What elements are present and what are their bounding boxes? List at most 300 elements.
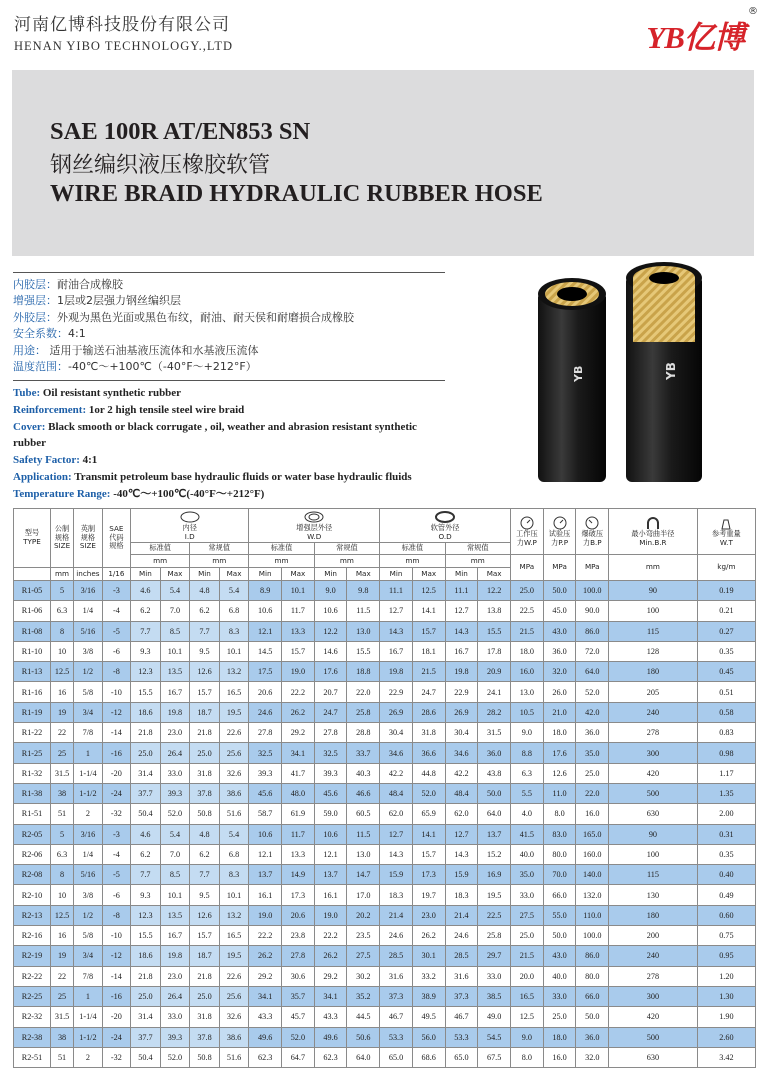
table-cell: R1-19 (14, 702, 51, 722)
table-cell: 36.0 (478, 743, 511, 763)
table-cell: 33.0 (543, 986, 576, 1006)
table-cell: 200 (609, 926, 698, 946)
table-cell: 26.0 (543, 682, 576, 702)
table-cell: R1-05 (14, 581, 51, 601)
table-cell: 46.7 (445, 1007, 478, 1027)
th-max: Max (347, 568, 380, 581)
table-cell: 9.5 (190, 641, 220, 661)
spec-value: -40℃～+100℃(-40°F～+212°F) (113, 487, 265, 500)
table-cell: 1.20 (697, 966, 755, 986)
table-cell: 62.0 (445, 804, 478, 824)
table-cell: 37.8 (190, 783, 220, 803)
th-unit: mm (50, 568, 73, 581)
table-cell: 6.2 (131, 601, 161, 621)
th-reg: 常规值 (445, 543, 510, 555)
table-cell: -32 (102, 804, 130, 824)
table-cell: 20.9 (478, 662, 511, 682)
th-od (380, 509, 511, 543)
th-max: Max (219, 568, 249, 581)
table-row (14, 966, 756, 986)
table-row (14, 946, 756, 966)
th-unit: mm (609, 555, 698, 581)
table-cell: 33.0 (511, 885, 544, 905)
table-cell: 66.0 (576, 986, 609, 1006)
table-cell: 278 (609, 723, 698, 743)
gauge-icon (553, 516, 567, 530)
table-cell: 45.7 (282, 1007, 315, 1027)
table-cell: 29.2 (282, 723, 315, 743)
table-cell: 27.5 (347, 946, 380, 966)
table-cell: 48.4 (380, 783, 413, 803)
table-cell: 4.0 (511, 804, 544, 824)
table-cell: -6 (102, 885, 130, 905)
table-cell: 100 (609, 844, 698, 864)
table-cell: 37.7 (131, 783, 161, 803)
table-cell: 15.5 (131, 682, 161, 702)
table-cell: 11.7 (282, 824, 315, 844)
table-cell: 34.1 (249, 986, 282, 1006)
table-cell: 1/2 (74, 905, 102, 925)
hose-right (626, 262, 702, 482)
table-cell: 13.3 (282, 621, 315, 641)
table-cell: 25.6 (219, 986, 249, 1006)
th-bp (576, 509, 609, 555)
table-cell: 14.5 (249, 641, 282, 661)
table-cell: 21.8 (190, 966, 220, 986)
spec-line (13, 326, 445, 342)
th-reg: 常规值 (190, 543, 249, 555)
table-cell: 25.6 (219, 743, 249, 763)
table-cell: 34.1 (282, 743, 315, 763)
th-label: 参考重量 W.T (711, 529, 741, 547)
table-cell: 28.5 (380, 946, 413, 966)
table-cell: 16 (50, 682, 73, 702)
table-cell: 6.2 (131, 844, 161, 864)
table-cell: 13.0 (511, 682, 544, 702)
th-unit: kg/m (697, 555, 755, 581)
table-cell: 40.0 (543, 966, 576, 986)
table-cell: 52.0 (160, 1047, 190, 1067)
table-cell: 5.4 (219, 581, 249, 601)
table-cell: 33.0 (160, 1007, 190, 1027)
table-row (14, 1027, 756, 1047)
th-unit: MPa (543, 555, 576, 581)
table-cell: 15.5 (347, 641, 380, 661)
table-cell: 10.6 (249, 824, 282, 844)
table-row (14, 682, 756, 702)
table-cell: 50.8 (190, 1047, 220, 1067)
table-cell: 24.6 (445, 926, 478, 946)
table-cell: 7.7 (131, 621, 161, 641)
spec-value: Black smooth or black corrugate , oil, weather and abrasion resistant synthetic rubber (13, 420, 417, 450)
table-cell: 21.4 (445, 905, 478, 925)
table-cell: 25.0 (543, 1007, 576, 1027)
table-cell: 83.0 (543, 824, 576, 844)
table-cell: 10 (50, 641, 73, 661)
table-cell: 27.8 (314, 723, 347, 743)
table-cell: 31.6 (380, 966, 413, 986)
table-cell: 16.1 (314, 885, 347, 905)
table-cell: 64.7 (282, 1047, 315, 1067)
table-cell: 17.3 (412, 865, 445, 885)
table-cell: 3/4 (74, 946, 102, 966)
table-cell: 205 (609, 682, 698, 702)
table-cell: -6 (102, 641, 130, 661)
th-unit: mm (190, 555, 249, 568)
table-cell: 48.4 (445, 783, 478, 803)
table-cell: 18.8 (347, 662, 380, 682)
table-cell: 12.5 (412, 581, 445, 601)
spec-line (13, 310, 445, 326)
table-cell: 110.0 (576, 905, 609, 925)
table-cell: 66.0 (543, 885, 576, 905)
table-cell: 1.90 (697, 1007, 755, 1027)
table-cell: 42.2 (445, 763, 478, 783)
th-mbr (609, 509, 698, 555)
th-min: Min (380, 568, 413, 581)
table-cell: 165.0 (576, 824, 609, 844)
th-label: 工作压 力W.P (516, 529, 538, 547)
table-cell: 4.6 (131, 581, 161, 601)
table-cell: 53.3 (445, 1027, 478, 1047)
table-cell: 28.6 (412, 702, 445, 722)
table-cell: 31.5 (50, 763, 73, 783)
table-row (14, 804, 756, 824)
table-cell: 15.7 (190, 682, 220, 702)
table-cell: 9.0 (314, 581, 347, 601)
table-cell: 21.8 (131, 723, 161, 743)
table-cell: 56.0 (412, 1027, 445, 1047)
ring-icon (179, 510, 201, 524)
table-cell: 65.9 (412, 804, 445, 824)
table-row (14, 743, 756, 763)
table-cell: 51 (50, 1047, 73, 1067)
table-cell: 18.0 (543, 1027, 576, 1047)
table-cell: 2 (74, 804, 102, 824)
table-cell: 35.0 (511, 865, 544, 885)
table-cell: 6.3 (50, 601, 73, 621)
table-cell: 16.5 (219, 926, 249, 946)
table-cell: 17.0 (347, 885, 380, 905)
table-row (14, 1007, 756, 1027)
table-cell: 6.3 (50, 844, 73, 864)
spec-value: 4:1 (68, 327, 86, 341)
table-cell: 19.5 (219, 946, 249, 966)
table-cell: 17.5 (249, 662, 282, 682)
table-cell: 19.5 (219, 702, 249, 722)
table-cell: 3/8 (74, 641, 102, 661)
table-cell: 51.6 (219, 1047, 249, 1067)
table-cell: 15.7 (412, 844, 445, 864)
table-cell: 8.3 (219, 865, 249, 885)
th-pp (543, 509, 576, 555)
table-cell: R1-13 (14, 662, 51, 682)
table-cell: 50.0 (478, 783, 511, 803)
table-cell: 50.0 (543, 581, 576, 601)
table-cell: -12 (102, 946, 130, 966)
table-cell: 52.0 (576, 682, 609, 702)
table-row (14, 865, 756, 885)
table-cell: 500 (609, 783, 698, 803)
table-cell: 67.5 (478, 1047, 511, 1067)
table-cell: 33.0 (478, 966, 511, 986)
table-cell: 18.6 (131, 702, 161, 722)
table-cell: 24.1 (478, 682, 511, 702)
table-cell: 21.5 (511, 946, 544, 966)
table-cell: 1.30 (697, 986, 755, 1006)
table-cell: 5/16 (74, 865, 102, 885)
table-cell: 10.1 (282, 581, 315, 601)
table-cell: 20.6 (249, 682, 282, 702)
table-cell: 10.1 (219, 641, 249, 661)
table-cell: 13.7 (314, 865, 347, 885)
table-cell: 68.6 (412, 1047, 445, 1067)
table-cell: 23.5 (347, 926, 380, 946)
table-cell: R2-38 (14, 1027, 51, 1047)
table-cell: 22.2 (282, 682, 315, 702)
table-cell: 17.6 (314, 662, 347, 682)
table-cell: 420 (609, 1007, 698, 1027)
th-label: 公制 规格 SIZE (53, 524, 71, 551)
table-cell: 160.0 (576, 844, 609, 864)
table-cell: 6.8 (219, 601, 249, 621)
table-cell: 240 (609, 946, 698, 966)
table-cell: -8 (102, 905, 130, 925)
th-std: 标准值 (249, 543, 314, 555)
table-cell: 25.0 (131, 986, 161, 1006)
table-cell: 32.6 (219, 763, 249, 783)
table-cell: 43.3 (314, 1007, 347, 1027)
th-min: Min (314, 568, 347, 581)
table-cell: 21.4 (380, 905, 413, 925)
table-cell: 500 (609, 1027, 698, 1047)
table-cell: 22.2 (314, 926, 347, 946)
title-standard: SAE 100R AT/EN853 SN (50, 118, 311, 145)
table-cell: 130 (609, 885, 698, 905)
table-cell: 5.4 (219, 824, 249, 844)
table-cell: 32.5 (249, 743, 282, 763)
table-cell: 23.0 (160, 966, 190, 986)
table-cell: 14.3 (380, 844, 413, 864)
table-cell: 26.2 (314, 946, 347, 966)
table-cell: 22 (50, 966, 73, 986)
table-cell: 10.1 (160, 885, 190, 905)
table-cell: 128 (609, 641, 698, 661)
spec-value: 耐油合成橡胶 (57, 278, 123, 291)
table-cell: 25.0 (576, 763, 609, 783)
table-cell: 41.5 (511, 824, 544, 844)
table-cell: 0.31 (697, 824, 755, 844)
table-cell: 52.0 (282, 1027, 315, 1047)
table-cell: 18.1 (412, 641, 445, 661)
table-cell: 19.8 (445, 662, 478, 682)
th-min: Min (190, 568, 220, 581)
table-cell: 50.6 (347, 1027, 380, 1047)
spec-value: Transmit petroleum base hydraulic fluids or water base hydraulic fluids (74, 470, 412, 483)
table-cell: 90 (609, 581, 698, 601)
spec-value: 适用于输送石油基液压流体和水基液压流体 (46, 343, 259, 357)
table-cell: 7/8 (74, 966, 102, 986)
table-cell: 19.0 (249, 905, 282, 925)
hose-print-left: YB (572, 365, 585, 382)
table-cell: 22.0 (576, 783, 609, 803)
table-cell: 25.0 (511, 581, 544, 601)
table-cell: 34.6 (380, 743, 413, 763)
table-cell: 39.3 (314, 763, 347, 783)
table-cell: 12.5 (50, 662, 73, 682)
spec-line (13, 452, 445, 469)
table-cell: -14 (102, 723, 130, 743)
table-row (14, 1047, 756, 1067)
table-cell: 14.3 (445, 844, 478, 864)
table-cell: 420 (609, 763, 698, 783)
spec-value: 4:1 (82, 454, 98, 467)
table-cell: 29.2 (249, 966, 282, 986)
spec-value: Oil resistant synthetic rubber (42, 387, 182, 399)
table-cell: R1-16 (14, 682, 51, 702)
table-cell: 13.8 (478, 601, 511, 621)
table-cell: 50.8 (190, 804, 220, 824)
table-cell: 19.8 (160, 946, 190, 966)
table-cell: 34.6 (445, 743, 478, 763)
table-cell: 30.4 (445, 723, 478, 743)
table-cell: 37.7 (131, 1027, 161, 1047)
table-cell: 1.17 (697, 763, 755, 783)
table-cell: 5 (50, 581, 73, 601)
table-cell: 1-1/2 (74, 783, 102, 803)
table-cell: 26.9 (445, 702, 478, 722)
table-row (14, 905, 756, 925)
table-cell: 31.4 (131, 1007, 161, 1027)
table-cell: 5/8 (74, 926, 102, 946)
table-cell: 10.5 (511, 702, 544, 722)
table-cell: 0.27 (697, 621, 755, 641)
spec-line (13, 419, 445, 453)
table-cell: -24 (102, 1027, 130, 1047)
table-cell: 20.2 (347, 905, 380, 925)
table-cell: 0.45 (697, 662, 755, 682)
table-cell: 16.7 (160, 926, 190, 946)
table-cell: -20 (102, 1007, 130, 1027)
table-cell: 39.3 (160, 783, 190, 803)
table-cell: 86.0 (576, 946, 609, 966)
table-cell: 16.0 (511, 662, 544, 682)
table-cell: 5/8 (74, 682, 102, 702)
table-cell: 12.1 (249, 844, 282, 864)
registered-mark: ® (748, 6, 758, 17)
table-cell: 65.0 (380, 1047, 413, 1067)
th-wd (249, 509, 380, 543)
th-label: 型号 TYPE (23, 528, 41, 546)
table-cell: -32 (102, 1047, 130, 1067)
table-cell: 90 (609, 824, 698, 844)
th-std: 标准值 (131, 543, 190, 555)
table-cell: R2-06 (14, 844, 51, 864)
table-cell: 11.5 (347, 824, 380, 844)
table-row (14, 986, 756, 1006)
table-cell: 0.95 (697, 946, 755, 966)
table-cell: 25.8 (478, 926, 511, 946)
table-cell: 6.3 (511, 763, 544, 783)
table-cell: 26.9 (380, 702, 413, 722)
table-cell: 12.3 (131, 662, 161, 682)
table-cell: 8.5 (160, 621, 190, 641)
table-cell: 13.5 (160, 662, 190, 682)
table-cell: 26.2 (412, 926, 445, 946)
table-cell: 33.2 (412, 966, 445, 986)
table-cell: 20.6 (282, 905, 315, 925)
table-cell: 17.6 (543, 743, 576, 763)
table-cell: 30.2 (347, 966, 380, 986)
table-cell: 12.6 (543, 763, 576, 783)
table-cell: -8 (102, 662, 130, 682)
table-cell: R1-32 (14, 763, 51, 783)
table-cell: 3/16 (74, 824, 102, 844)
table-cell: R2-19 (14, 946, 51, 966)
table-cell: 11.7 (282, 601, 315, 621)
table-cell: 12.1 (314, 844, 347, 864)
table-cell: R1-22 (14, 723, 51, 743)
table-cell: 15.9 (445, 865, 478, 885)
table-cell: -5 (102, 865, 130, 885)
table-cell: 18.0 (543, 723, 576, 743)
table-cell: 0.83 (697, 723, 755, 743)
table-cell: 11.1 (380, 581, 413, 601)
company-name-cn: 河南亿博科技股份有限公司 (14, 15, 230, 35)
table-cell: 19.0 (282, 662, 315, 682)
table-cell: 19.0 (314, 905, 347, 925)
table-cell: 8.9 (249, 581, 282, 601)
th-min: Min (445, 568, 478, 581)
table-cell: 19.7 (412, 885, 445, 905)
table-row (14, 885, 756, 905)
table-cell: 40.0 (511, 844, 544, 864)
table-cell: 12.5 (50, 905, 73, 925)
table-cell: 90.0 (576, 601, 609, 621)
table-cell: 14.3 (380, 621, 413, 641)
table-cell: 12.6 (190, 662, 220, 682)
table-cell: 18.0 (511, 641, 544, 661)
table-cell: 30.4 (380, 723, 413, 743)
table-cell: 115 (609, 621, 698, 641)
th-size (50, 509, 73, 568)
title-cn: 钢丝编织液压橡胶软管 (50, 153, 271, 178)
table-cell: -12 (102, 702, 130, 722)
table-cell: 35.0 (576, 743, 609, 763)
table-cell: 11.5 (347, 601, 380, 621)
table-cell: 31.8 (412, 723, 445, 743)
table-cell: R1-25 (14, 743, 51, 763)
table-cell: 2 (74, 1047, 102, 1067)
table-cell: 29.7 (478, 946, 511, 966)
table-cell: 180 (609, 905, 698, 925)
table-cell: 15.5 (478, 621, 511, 641)
table-cell: 33.0 (160, 763, 190, 783)
table-cell: 31.5 (50, 1007, 73, 1027)
table-cell: 100 (609, 601, 698, 621)
table-cell: 5.4 (160, 581, 190, 601)
table-cell: 22.5 (478, 905, 511, 925)
spec-line (13, 293, 445, 309)
spec-label: 温度范围： (13, 360, 68, 374)
th-wt (697, 509, 755, 555)
table-cell: 14.1 (412, 824, 445, 844)
table-cell: 22.0 (347, 682, 380, 702)
table-cell: 132.0 (576, 885, 609, 905)
table-cell: R2-22 (14, 966, 51, 986)
table-cell: 31.4 (131, 763, 161, 783)
table-cell: 43.0 (543, 946, 576, 966)
